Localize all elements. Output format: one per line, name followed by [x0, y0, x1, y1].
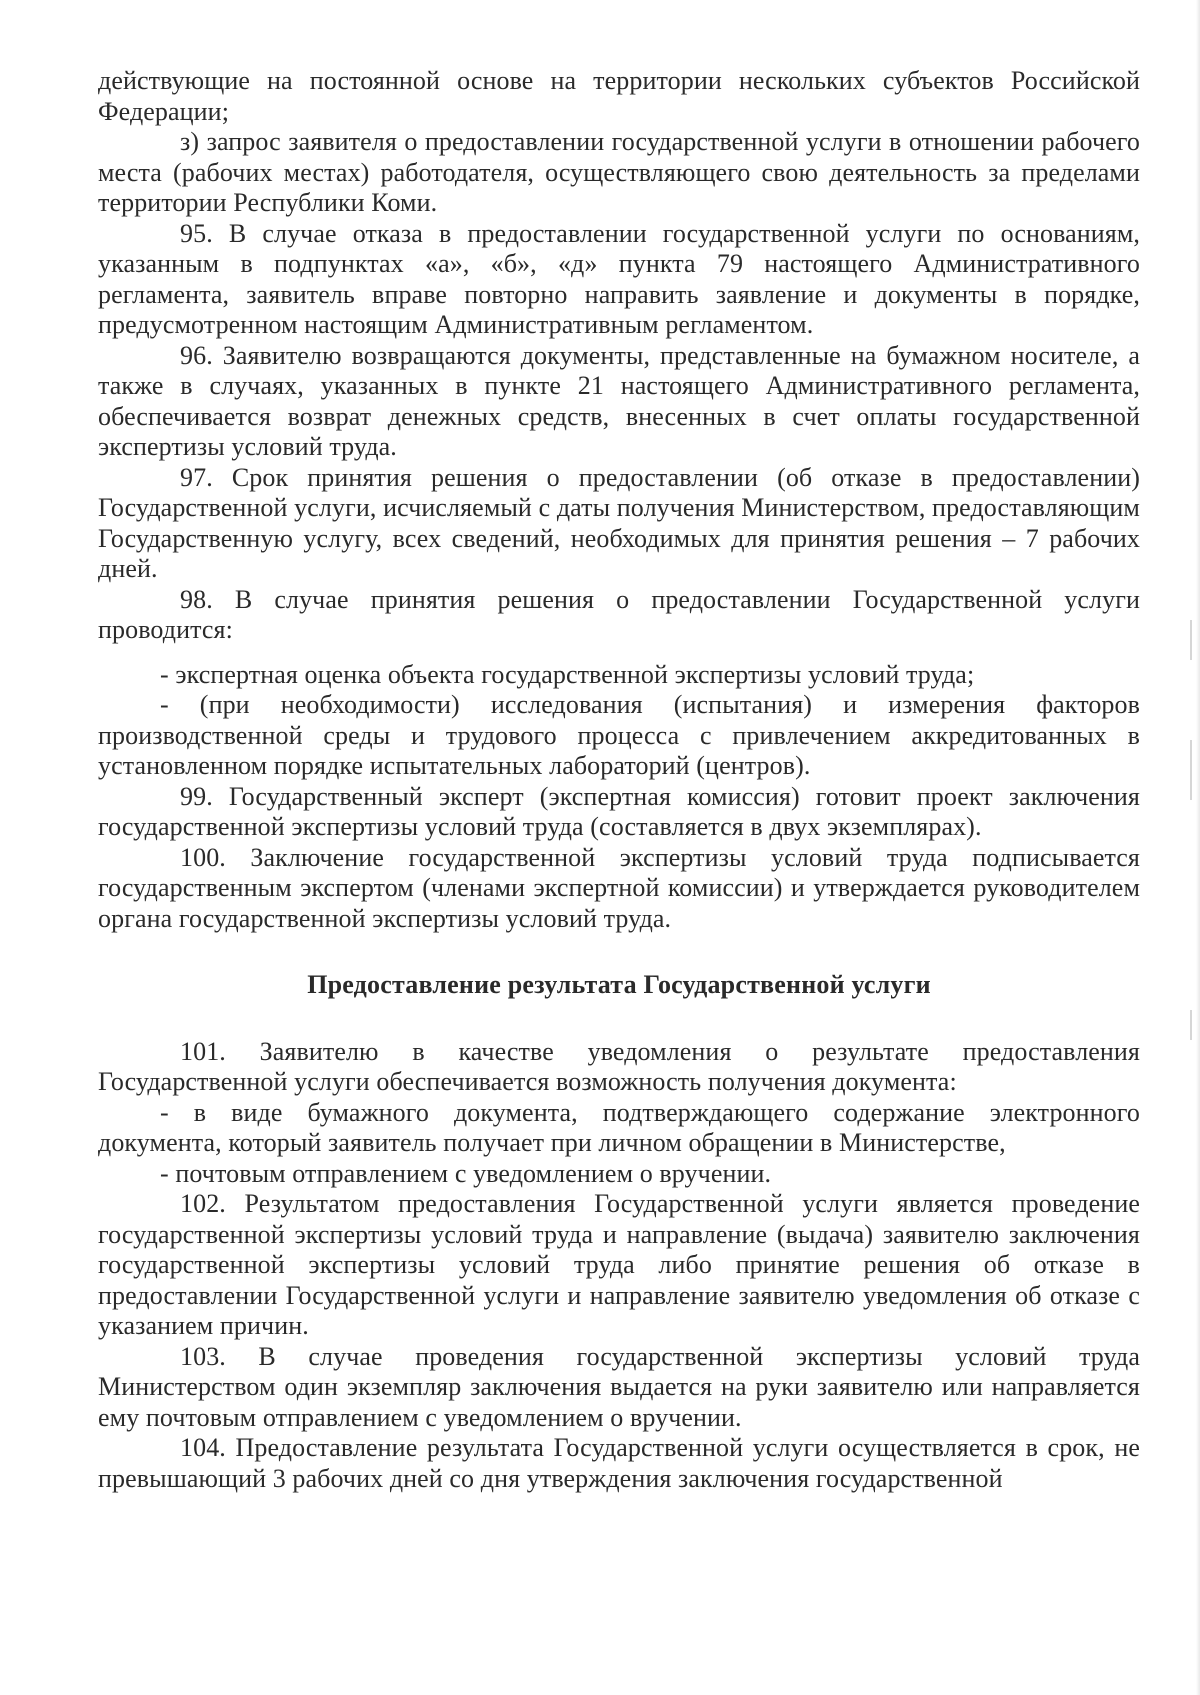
list-item: - экспертная оценка объекта государственной экспертизы условий труда; — [160, 659, 975, 689]
list-item: - в виде бумажного документа, подтверждающего содержание электронного документа, который заявитель получает при личном обращении в Министерстве, — [98, 1097, 1140, 1157]
margin-mark — [1190, 620, 1192, 660]
paragraph: 103. В случае проведения государственной экспертизы условий труда Министерством один экземпляр заключения выдается на руки заявителю или направляется ему почтовым отправлением с уведомлением о вручении. — [98, 1341, 1140, 1432]
margin-mark — [1190, 740, 1192, 800]
paragraph: 100. Заключение государственной экспертизы условий труда подписывается государственным экспертом (членами экспертной комиссии) и утверждается руководителем органа государственной экспертизы условий труда. — [98, 842, 1140, 933]
paragraph: 102. Результатом предоставления Государственной услуги является проведение государственной экспертизы условий труда и направление (выдача) заявителю заключения государственной экспертизы условий труда либо принятие решения об отказе в предоставлении Государственной услуги и направление заявителю уведомления об отказе с указанием причин. — [98, 1189, 1140, 1340]
document-body — [98, 66, 1140, 1494]
list-item: - (при необходимости) исследования (испытания) и измерения факторов производственной среды и трудового процесса с привлечением аккредитованных в установленном порядке испытательных лабораторий (центров). — [98, 690, 1140, 780]
paragraph: 101. Заявителю в качестве уведомления о результате предоставления Государственной услуги обеспечивается возможность получения документа: — [98, 1036, 1140, 1096]
section-heading: Предоставление результата Государственной услуги — [307, 970, 931, 999]
list-item: - почтовым отправлением с уведомлением о вручении. — [160, 1158, 772, 1188]
paragraph: з) запрос заявителя о предоставлении государственной услуги в отношении рабочего места (рабочих местах) работодателя, осуществляющего свою деятельность за пределами территории Республики Коми. — [98, 127, 1140, 217]
paragraph: 96. Заявителю возвращаются документы, представленные на бумажном носителе, а также в случаях, указанных в пункте 21 настоящего Административного регламента, обеспечивается возврат денежных средств, внесенных в счет оплаты государственной экспертизы условий труда. — [98, 340, 1140, 461]
paragraph: 99. Государственный эксперт (экспертная комиссия) готовит проект заключения государственной экспертизы условий труда (составляется в двух экземплярах). — [98, 781, 1140, 841]
paragraph: 104. Предоставление результата Государственной услуги осуществляется в срок, не превышающий 3 рабочих дней со дня утверждения заключения государственной — [98, 1433, 1140, 1493]
scan-edge — [1196, 0, 1200, 1695]
paragraph: 97. Срок принятия решения о предоставлении (об отказе в предоставлении) Государственной услуги, исчисляемый с даты получения Министерством, предоставляющим Государственную услугу, всех сведений, необходимых для принятия решения – 7 рабочих дней. — [98, 462, 1140, 583]
paragraph: 95. В случае отказа в предоставлении государственной услуги по основаниям, указанным в подпунктах «а», «б», «д» пункта 79 настоящего Административного регламента, заявитель вправе повторно направить заявление и документы в порядке, предусмотренном настоящим Административным регламентом. — [98, 218, 1140, 339]
margin-mark — [1190, 1010, 1192, 1040]
paragraph: 98. В случае принятия решения о предоставлении Государственной услуги проводится: — [98, 584, 1140, 644]
paragraph: действующие на постоянной основе на территории нескольких субъектов Российской Федерации; — [98, 66, 1140, 126]
